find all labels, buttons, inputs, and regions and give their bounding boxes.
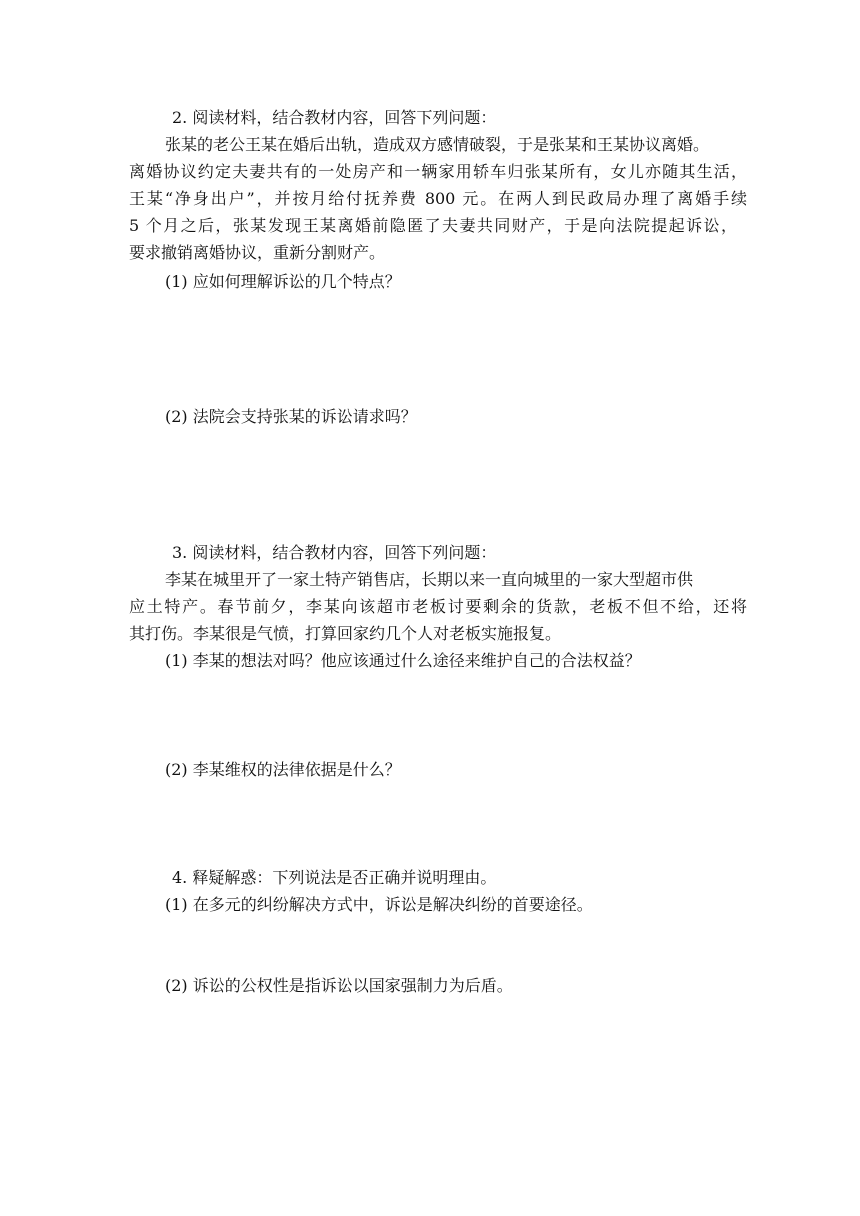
- question-2-material-line-3: 王某“净身出户”，并按月给付抚养费 800 元。在两人到民政局办理了离婚手续: [129, 189, 747, 208]
- question-3-title: 3. 阅读材料，结合教材内容，回答下列问题：: [172, 543, 497, 562]
- question-2-material-line-5: 要求撤销离婚协议，重新分割财产。: [129, 243, 386, 262]
- question-3-material-line-3: 其打伤。李某很是气愤，打算回家约几个人对老板实施报复。: [129, 624, 562, 643]
- question-4-subquestion-1: (1) 在多元的纠纷解决方式中，诉讼是解决纠纷的首要途径。: [165, 895, 593, 914]
- question-2-material-line-2: 离婚协议约定夫妻共有的一处房产和一辆家用轿车归张某所有，女儿亦随其生活，: [129, 162, 747, 181]
- question-2-subquestion-1: (1) 应如何理解诉讼的几个特点？: [165, 272, 401, 291]
- question-2-subquestion-2: (2) 法院会支持张某的诉讼请求吗？: [165, 407, 417, 426]
- question-3-material-line-1: 李某在城里开了一家土特产销售店，长期以来一直向城里的一家大型超市供: [165, 570, 694, 589]
- question-3-subquestion-2: (2) 李某维权的法律依据是什么？: [165, 760, 401, 779]
- question-2-material-line-4: 5 个月之后，张某发现王某离婚前隐匿了夫妻共同财产，于是向法院提起诉讼，: [129, 216, 737, 235]
- question-3-material-line-2: 应土特产。春节前夕，李某向该超市老板讨要剩余的货款，老板不但不给，还将: [129, 597, 747, 616]
- question-4-title: 4. 释疑解惑：下列说法是否正确并说明理由。: [172, 868, 497, 887]
- question-4-subquestion-2: (2) 诉讼的公权性是指诉讼以国家强制力为后盾。: [165, 976, 513, 995]
- question-2-title: 2. 阅读材料，结合教材内容，回答下列问题：: [172, 108, 497, 127]
- question-2-material-line-1: 张某的老公王某在婚后出轨，造成双方感情破裂，于是张某和王某协议离婚。: [165, 135, 710, 154]
- question-3-subquestion-1: (1) 李某的想法对吗？他应该通过什么途径来维护自己的合法权益？: [165, 651, 641, 670]
